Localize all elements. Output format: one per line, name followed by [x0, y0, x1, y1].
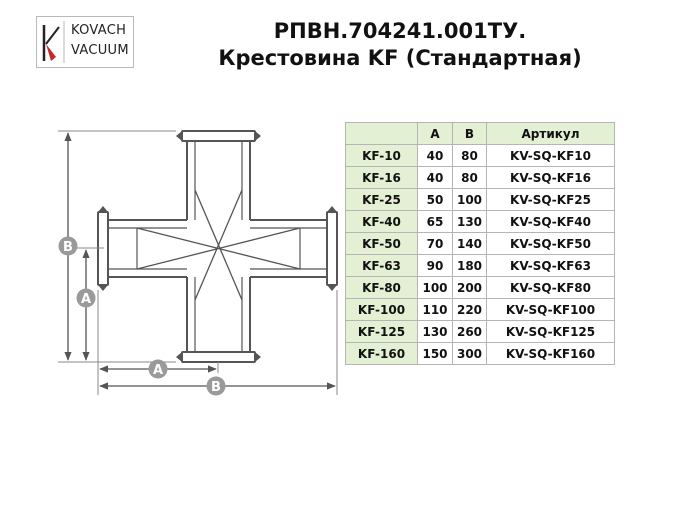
dimension-label-a-vertical: A: [80, 292, 92, 307]
dimension-label-a-horizontal: A: [152, 363, 164, 378]
cell-article: KV-SQ-KF50: [487, 233, 615, 255]
table-row: [346, 299, 615, 321]
cell-article: KV-SQ-KF25: [487, 189, 615, 211]
logo-text-vacuum: VACUUM: [71, 43, 129, 58]
table-row: [346, 167, 615, 189]
cell-a: 150: [418, 343, 453, 365]
cell-model: KF-63: [346, 255, 418, 277]
header-a: A: [418, 123, 453, 145]
cell-a: 70: [418, 233, 453, 255]
table-row: [346, 343, 615, 365]
cell-a: 40: [418, 145, 453, 167]
cell-model: KF-50: [346, 233, 418, 255]
table-row: [346, 233, 615, 255]
cell-a: 65: [418, 211, 453, 233]
cell-a: 90: [418, 255, 453, 277]
cell-model: KF-25: [346, 189, 418, 211]
cell-b: 100: [453, 189, 487, 211]
table-header-row: [346, 123, 615, 145]
cell-model: KF-160: [346, 343, 418, 365]
cell-b: 140: [453, 233, 487, 255]
logo-text-kovach: KOVACH: [71, 23, 127, 38]
cell-article: KV-SQ-KF40: [487, 211, 615, 233]
cell-article: KV-SQ-KF80: [487, 277, 615, 299]
header-model: [346, 123, 418, 145]
cell-b: 180: [453, 255, 487, 277]
cross-fitting-drawing: [0, 0, 340, 400]
cell-model: KF-125: [346, 321, 418, 343]
table-row: [346, 145, 615, 167]
cell-b: 200: [453, 277, 487, 299]
cell-article: KV-SQ-KF125: [487, 321, 615, 343]
header-article: Артикул: [487, 123, 615, 145]
cell-model: KF-80: [346, 277, 418, 299]
cell-a: 130: [418, 321, 453, 343]
table-row: [346, 255, 615, 277]
cell-article: KV-SQ-KF100: [487, 299, 615, 321]
cell-b: 80: [453, 145, 487, 167]
cell-article: KV-SQ-KF10: [487, 145, 615, 167]
cell-a: 100: [418, 277, 453, 299]
cell-a: 50: [418, 189, 453, 211]
table-row: [346, 211, 615, 233]
dimension-label-b-horizontal: B: [211, 380, 221, 395]
cell-article: KV-SQ-KF16: [487, 167, 615, 189]
cell-b: 260: [453, 321, 487, 343]
document-code: РПВН.704241.001ТУ.: [273, 19, 527, 43]
cell-b: 220: [453, 299, 487, 321]
specification-table: [345, 122, 615, 365]
cell-b: 80: [453, 167, 487, 189]
table-row: [346, 321, 615, 343]
product-name: Крестовина KF (Стандартная): [218, 46, 582, 70]
cell-model: KF-10: [346, 145, 418, 167]
cell-b: 130: [453, 211, 487, 233]
header-b: B: [453, 123, 487, 145]
cell-article: KV-SQ-KF160: [487, 343, 615, 365]
cell-a: 110: [418, 299, 453, 321]
cell-b: 300: [453, 343, 487, 365]
table-row: [346, 189, 615, 211]
dimension-label-b-vertical: B: [63, 240, 73, 255]
cell-article: KV-SQ-KF63: [487, 255, 615, 277]
cell-model: KF-100: [346, 299, 418, 321]
cell-model: KF-16: [346, 167, 418, 189]
table-row: [346, 277, 615, 299]
cell-model: KF-40: [346, 211, 418, 233]
cell-a: 40: [418, 167, 453, 189]
